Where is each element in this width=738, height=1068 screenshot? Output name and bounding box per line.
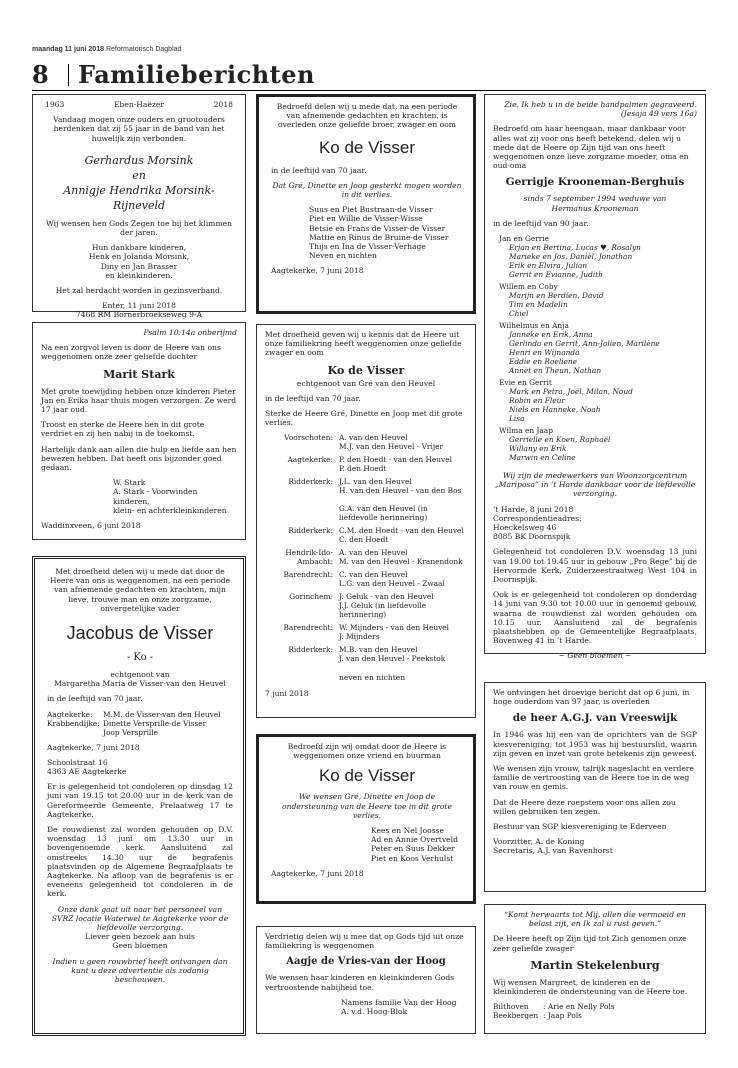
row-place: Gorinchem:	[289, 592, 333, 602]
row-names: Dinette Versprille-de Visser	[103, 718, 207, 728]
service-text: Ook is er gelegenheid tot condoleren op donderdag 14 juni van 9.30 tot 10.00 uur in genoemd gebouw, waarna de rouwdienst zal worden gehouden om 10.15 uur. Aansluitend zal de begrafenis plaatshebben op de Gemeentelijke Begraafplaats, Bovenweg 41 in ’t Harde.	[493, 590, 697, 646]
row-name: C. den Hoedt	[339, 535, 389, 545]
notice-marit-stark	[32, 322, 246, 540]
signature-line: Mattie en Rinus de Bruine-de Visser	[309, 232, 449, 242]
intro-text: Na een zorgvol leven is door de Heere van ons weggenomen onze zeer geliefde dochter	[41, 343, 221, 362]
family-row	[47, 728, 233, 737]
wish-text: We wensen zijn vrouw, talrijk nageslacht en verdere familie de vertroosting van de Heere toe in de weg van rouw en gemis.	[493, 764, 694, 792]
grandchild-line: Willany en Erik	[509, 444, 567, 454]
spouse-text: echtgenoot van Gré van den Heuvel	[296, 378, 436, 388]
page-header	[32, 46, 181, 53]
child-couple: Wilma en Jaap	[499, 426, 553, 436]
grandchild-line: Chiel	[509, 309, 529, 319]
bible-reference: (Jesaja 49 vers 16a)	[620, 109, 697, 119]
row-name: J.J. Geluk (in liefdevolle herinnering)	[339, 601, 427, 620]
family-row	[47, 719, 233, 728]
section-divider	[68, 64, 69, 86]
address-line: Correspondentieadres:	[493, 513, 582, 523]
deceased-name: Jacobus de Visser	[66, 623, 214, 644]
family-row	[265, 548, 467, 566]
child-couple: Evie en Gerrit	[499, 378, 552, 388]
signature-line: Hun dankbare kinderen,	[91, 243, 187, 253]
spouse-name: Hermanus Krooneman	[551, 203, 639, 213]
grandchild-line: Eddie en Roeliene	[509, 357, 578, 367]
condolence-text: Gelegenheid tot condoleren D.V. woensdag 13 juni van 19.00 tot 19.45 uur in gebouw „Pro Rege” bij de Hervormde Kerk, Zuiderzeestraatweg West 104 in Doornspijk.	[493, 547, 697, 585]
no-flowers: Geen bloemen	[112, 941, 168, 951]
row-place: Aagtekerke:	[287, 455, 333, 465]
section-title: Familieberichten	[78, 60, 315, 89]
widow-of: sinds 7 september 1994 weduwe van	[523, 194, 667, 204]
notice-aagje-de-vries	[256, 926, 476, 1034]
date-text: 7 juni 2018	[265, 688, 309, 698]
name-2: Annigje Hendrika Morsink-Rijneveld	[63, 183, 215, 212]
nickname: - Ko -	[126, 652, 154, 664]
intro-text: Bedroefd zijn wij omdat door de Heere is weggenomen onze vriend en buurman	[287, 742, 447, 761]
signature-line: Suus en Piet Bustraan-de Visser	[309, 205, 433, 215]
wish-text: We wensen Gré, Dinette en Joop de ondersteuning van de Heere toe in dit grote verlies.	[282, 792, 452, 820]
row-name: C. van den Heuvel	[339, 570, 408, 580]
family-row	[265, 570, 467, 588]
address-line: Schoolstraat 16	[47, 757, 108, 767]
deceased-name: Aagje de Vries-van der Hoog	[286, 956, 446, 968]
spouse-label: echtgenoot van	[110, 670, 170, 680]
signature-line: Secretaris, A.J. van Ravenhorst	[493, 846, 613, 856]
row-name: J. Geluk - van den Heuvel	[339, 592, 434, 602]
signature-line: Neven en nichten	[309, 251, 377, 261]
no-flowers: ~ Geen bloemen ~	[558, 651, 632, 661]
bible-quote: Zie, Ik heb u in de beide handpalmen gegraveerd.	[504, 100, 697, 109]
signature-line: Voorzitter, A. de Koning	[493, 837, 585, 847]
service-text: De rouwdienst zal worden gehouden op D.V. woensdag 13 juni om 13.30 uur in bovengenoemde kerk. Aansluitend zal omstreeks 14.30 uur de begrafenis plaatsvinden op de Algemene Begraafplaats te Aagtekerke. Na afloop van de begrafenis is er eveneens gelegenheid tot condoleren in de kerk.	[47, 825, 233, 899]
child-family	[493, 282, 697, 318]
row-place: Krabbendijke:	[47, 718, 100, 728]
spouse-name: Margaretha Maria de Visser-van den Heuvel	[54, 679, 226, 689]
name-1: Gerhardus Morsink	[84, 153, 194, 167]
cousins-text: neven en nichten	[339, 673, 406, 683]
notice-ko-de-visser-neighbours	[256, 734, 476, 904]
row-name: P. den Hoedt - van den Heuvel	[339, 455, 452, 465]
signature-line: Peter en Suus Dekker	[371, 844, 455, 854]
family-row	[265, 455, 467, 473]
row-names: Joop Versprille	[103, 727, 159, 737]
board-text: Bestuur van SGP kiesvereniging te Ederveen	[493, 822, 667, 832]
row-place: Ridderkerk:	[288, 526, 333, 536]
row-name: M. van den Heuvel - Kranendonk	[339, 557, 463, 567]
intro-text: De Heere heeft op Zijn tijd tot Zich genomen onze zeer geliefde zwager	[493, 934, 687, 953]
row-names: : Arie en Nelly Pols	[543, 1002, 615, 1012]
row-name: M.J. van den Heuvel - Vrijer	[339, 442, 444, 452]
intro-text: Bedroefd delen wij u mede dat, na een periode van afnemende gedachten en krachten, is overleden onze geliefde broer, zwager en oom	[276, 102, 458, 130]
grandchild-line: Erjan en Bertina, Lucas ♥, Rosalyn	[509, 243, 641, 253]
grandchild-line: Gerlinda en Gerrit, Ann-Jolien, Marilène	[509, 339, 660, 349]
age-text: in de leeftijd van 70 jaar.	[271, 165, 367, 175]
address-line: Hoeckelsweg 46	[493, 523, 557, 533]
notice-jacobus-de-visser	[32, 556, 246, 1036]
grandchild-line: Gerrit en Evianne, Judith	[509, 270, 603, 280]
family-list	[265, 433, 467, 663]
wish-text: Wij wensen hen Gods Zegen toe bij het klimmen der jaren.	[45, 218, 233, 238]
visit-note: Liever geen bezoek aan huis	[85, 932, 195, 942]
row-place: Voorschoten:	[284, 433, 333, 443]
bible-quote: “Komt herwaarts tot Mij, allen die vermoeid en belast zijt, en Ik zal u rust geven.”	[504, 910, 686, 929]
signature-line: Piet en Willie de Visser-Wisse	[309, 214, 423, 224]
family-row	[265, 433, 467, 451]
place-date: Aagtekerke, 7 juni 2018	[271, 868, 364, 878]
comfort-text: Troost en sterke de Heere hen in dit grote verdriet en zij hen nabij in de toekomst.	[41, 420, 205, 439]
intro-text: Verdrietig delen wij u mee dat op Gods tijd uit onze familiekring is weggenomen	[265, 932, 464, 951]
deceased-name: Marit Stark	[103, 367, 175, 381]
grandchild-line: Robin en Fleur	[509, 396, 565, 406]
grandchild-line: Mark en Petra, Joël, Milan, Noud	[509, 387, 633, 397]
signature-line: Diny en Jan Brasser	[100, 261, 178, 271]
grandchild-line: Marwin en Celine	[509, 453, 576, 463]
signature-line: kinderen,	[113, 496, 150, 506]
family-row	[493, 1002, 697, 1011]
family-row	[493, 1011, 697, 1020]
info-text: Het zal herdacht worden in gezinsverband.	[55, 286, 223, 296]
notice-martin-stekelenburg	[484, 904, 706, 1034]
signature-line: klein- en achterkleinkinderen	[113, 505, 227, 515]
signature-line: Thijs en Ina de Visser-Verhage	[309, 242, 426, 252]
header-paper: Reformatorisch Dagblad	[105, 46, 182, 53]
row-place: Beekbergen	[493, 1011, 539, 1021]
signature-line: A. Stark - Voorwinden	[113, 487, 198, 497]
address-line: 4363 AE Aagtekerke	[47, 767, 127, 777]
quote-text: Dat Gré, Dinette en Joop gesterkt mogen worden in dit verlies.	[272, 180, 462, 200]
letter-note: Indien u geen rouwbrief heeft ontvangen dan kunt u deze advertentie als zodanig beschouwen.	[52, 956, 228, 985]
children-list	[493, 234, 697, 462]
prayer-text: Dat de Heere deze roepstem voor ons allen zou willen gebruiken ten zegen.	[493, 797, 676, 816]
thanks-text: Hartelijk dank aan allen die hulp en liefde aan hen bewezen hebben. Dat heeft ons bijzonder goed gedaan.	[41, 444, 237, 473]
notice-heading	[45, 100, 233, 109]
address-line: ’t Harde, 8 juni 2018	[493, 504, 574, 514]
signature-line: Namens familie Van der Hoog	[341, 997, 457, 1007]
intro-text: Bedroefd om haar heengaan, maar dankbaar voor alles wat zij voor ons heeft betekend, delen wij u mede dat de Heere op Zijn tijd van ons heeft weggenomen onze lieve zorgzame moeder, oma en oud-oma	[493, 124, 689, 171]
intro-text: Met droefheid geven wij u kennis dat de Heere uit onze familiekring heeft weggenomen onze geliefde zwager en oom	[265, 330, 462, 358]
row-name: W. Mijnders - van den Heuvel	[339, 623, 450, 633]
row-names: : Jaap Pols	[543, 1011, 582, 1021]
signature-line: Ad en Annie Overtveld	[371, 835, 458, 845]
header-rule	[32, 90, 706, 91]
row-name: M.B. van den Heuvel	[339, 645, 418, 655]
intro-text: Met droefheid delen wij u mede dat door de Heere van ons is weggenomen, na een periode van afnemende gedachten en krachten, mijn lieve, trouwe man en onze zorgzame, onvergetelijke vader	[49, 567, 231, 613]
grandchild-line: Tim en Madelin	[509, 300, 568, 310]
child-couple: Jan en Gerrie	[499, 234, 550, 244]
name-and: en	[132, 168, 146, 182]
notice-krooneman	[484, 94, 706, 661]
deceased-name: Gerrigje Krooneman-Berghuis	[505, 176, 685, 189]
deceased-name: Martin Stekelenburg	[530, 958, 660, 972]
row-name: H. van den Heuvel - van den Bos	[339, 486, 462, 496]
row-place: Ridderkerk:	[288, 645, 333, 655]
address-line: 8085 BK Doornspijk	[493, 532, 571, 542]
signature-line: Piet en Koos Verhulst	[371, 853, 454, 863]
signature-line: Kees en Nel Joosse	[371, 826, 445, 836]
signature-line: A. v.d. Hoog-Blok	[341, 1007, 408, 1017]
wish-text: Wij wensen Margreet, de kinderen en de kleinkinderen de ondersteuning van de Heere toe.	[493, 977, 688, 997]
family-row	[265, 526, 467, 544]
family-row	[265, 623, 467, 641]
row-name: J. Mijnders	[339, 632, 380, 642]
child-family	[493, 321, 697, 375]
grandchild-line: Annet en Theun, Nathan	[509, 366, 602, 376]
grandchild-line: Gerrielle en Koen, Raphaël	[509, 435, 611, 445]
child-family	[493, 378, 697, 423]
row-place: Aagtekerke:	[47, 709, 93, 719]
grandchild-line: Erik en Elvira, Julian	[509, 261, 588, 271]
family-row	[47, 710, 233, 719]
history-text: In 1946 was hij een van de oprichters van de SGP kiesvereniging; tot 1953 was hij bestuurslid, waarin zijn geven en inzet van grote betekenis zijn geweest.	[493, 730, 697, 758]
year-start: 1963	[45, 100, 65, 109]
age-text: in de leeftijd van 70 jaar.	[47, 694, 143, 704]
place-date: Aagtekerke, 7 juni 2018	[47, 742, 140, 752]
row-place: Barendrecht:	[283, 623, 333, 633]
year-end: 2018	[213, 100, 233, 109]
row-name: G.A. van den Heuvel (in liefdevolle herinnering)	[339, 504, 428, 523]
row-name	[339, 495, 467, 504]
signature-line: Henk en Jolanda Morsink,	[88, 252, 190, 262]
signature-line: Betsie en Frans de Visser-de Visser	[309, 223, 446, 233]
grandchild-line: Marijn en Berdien, David	[509, 291, 604, 301]
row-name: J.L. van den Heuvel	[339, 477, 412, 487]
child-family	[493, 426, 697, 462]
page-number: 8	[32, 60, 49, 89]
age-text: in de leeftijd van 70 jaar.	[265, 393, 361, 403]
deceased-name: de heer A.G.J. van Vreeswijk	[512, 712, 678, 725]
row-names: M.M. de Visser-van den Heuvel	[103, 709, 221, 719]
family-row	[265, 477, 467, 522]
row-place: Barendrecht:	[283, 570, 333, 580]
signature-line: W. Stark	[113, 478, 146, 488]
place-date: Aagtekerke, 7 juni 2018	[271, 266, 364, 276]
row-name: A. van den Heuvel	[339, 433, 408, 443]
intro-text: Vandaag mogen onze ouders en grootouders herdenken dat zij 55 jaar in de band van het huwelijk zijn verbonden.	[53, 115, 225, 143]
row-name: P. den Hoedt	[339, 464, 387, 474]
row-name: A. van den Heuvel	[339, 548, 408, 558]
child-family	[493, 234, 697, 279]
condolence-text: Er is gelegenheid tot condoleren op dinsdag 12 juni van 19.15 tot 20.00 uur in de kerk van de Gereformeerde Gemeente, Prelaatweg 17 te Aagtekerke.	[47, 782, 233, 819]
family-row	[265, 592, 467, 619]
signature-line: en kleinkinderen.	[105, 270, 173, 280]
grandchild-line: Janneke en Erik, Anna	[509, 330, 593, 340]
care-text: Met grote toewijding hebben onze kinderen Pieter Jan en Erika haar thuis mogen verzorgen. Ze werd 17 jaar oud.	[41, 386, 237, 415]
row-name: L.G. van den Heuvel - Zwaal	[339, 579, 445, 589]
row-name: J. van den Heuvel - Peekstok	[339, 654, 446, 664]
notice-van-vreeswijk	[484, 682, 706, 892]
row-place: Ridderkerk:	[288, 477, 333, 487]
deceased-name: Ko de Visser	[318, 766, 416, 786]
address-line: 7468 RM Bornerbroekseweg 9-A	[75, 310, 203, 320]
grandchild-line: Niels en Hanneke, Noah	[509, 405, 601, 415]
age-text: in de leeftijd van 90 jaar.	[493, 218, 589, 228]
heading-text: Eben-Haëzer	[113, 100, 165, 109]
family-row	[265, 645, 467, 663]
header-date: maandag 11 juni 2018	[32, 46, 104, 53]
place-date: Waddinxveen, 6 juni 2018	[41, 521, 141, 531]
row-place: Bilthoven	[493, 1002, 529, 1012]
address-line: Enter, 11 juni 2018	[102, 301, 176, 311]
intro-text: We ontvingen het droevige bericht dat op 6 juni, in hoge ouderdom van 97 jaar, is overleden	[493, 688, 690, 707]
child-couple: Wilhelmus en Anja	[499, 321, 569, 331]
grandchild-line: Marieke en Jos, Daniël, Jonathan	[509, 252, 633, 262]
wish-text: We wensen haar kinderen en kleinkinderen Gods vertroostende nabijheid toe.	[265, 973, 455, 992]
notice-ko-de-visser-family	[256, 94, 476, 314]
notice-morsink	[32, 94, 246, 320]
grandchild-line: Lisa	[509, 414, 525, 424]
row-place: Hendrik-Ido-Ambacht:	[285, 548, 333, 567]
notice-ko-de-visser-in-laws	[256, 324, 476, 718]
psalm-reference: Psalm 10:14a onberijmd	[143, 328, 237, 337]
thanks-text: Wij zijn de medewerkers van Woonzorgcentrum „Mariposa” in ’t Harde dankbaar voor de liefdevolle verzorging.	[494, 471, 696, 499]
grandchild-line: Henri en Wijnanda	[509, 348, 580, 358]
wish-text: Sterke de Heere Gré, Dinette en Joop met dit grote verlies.	[265, 409, 463, 428]
thanks-text: Onze dank gaat uit naar het personeel van SVRZ locatie Waterwel te Aagtekerke voor de liefdevolle verzorging.	[51, 904, 229, 933]
child-couple: Willem en Coby	[499, 282, 558, 292]
deceased-name: Ko de Visser	[318, 137, 416, 157]
deceased-name: Ko de Visser	[327, 363, 405, 377]
row-name: C.M. den Hoedt - van den Heuvel	[339, 526, 464, 536]
